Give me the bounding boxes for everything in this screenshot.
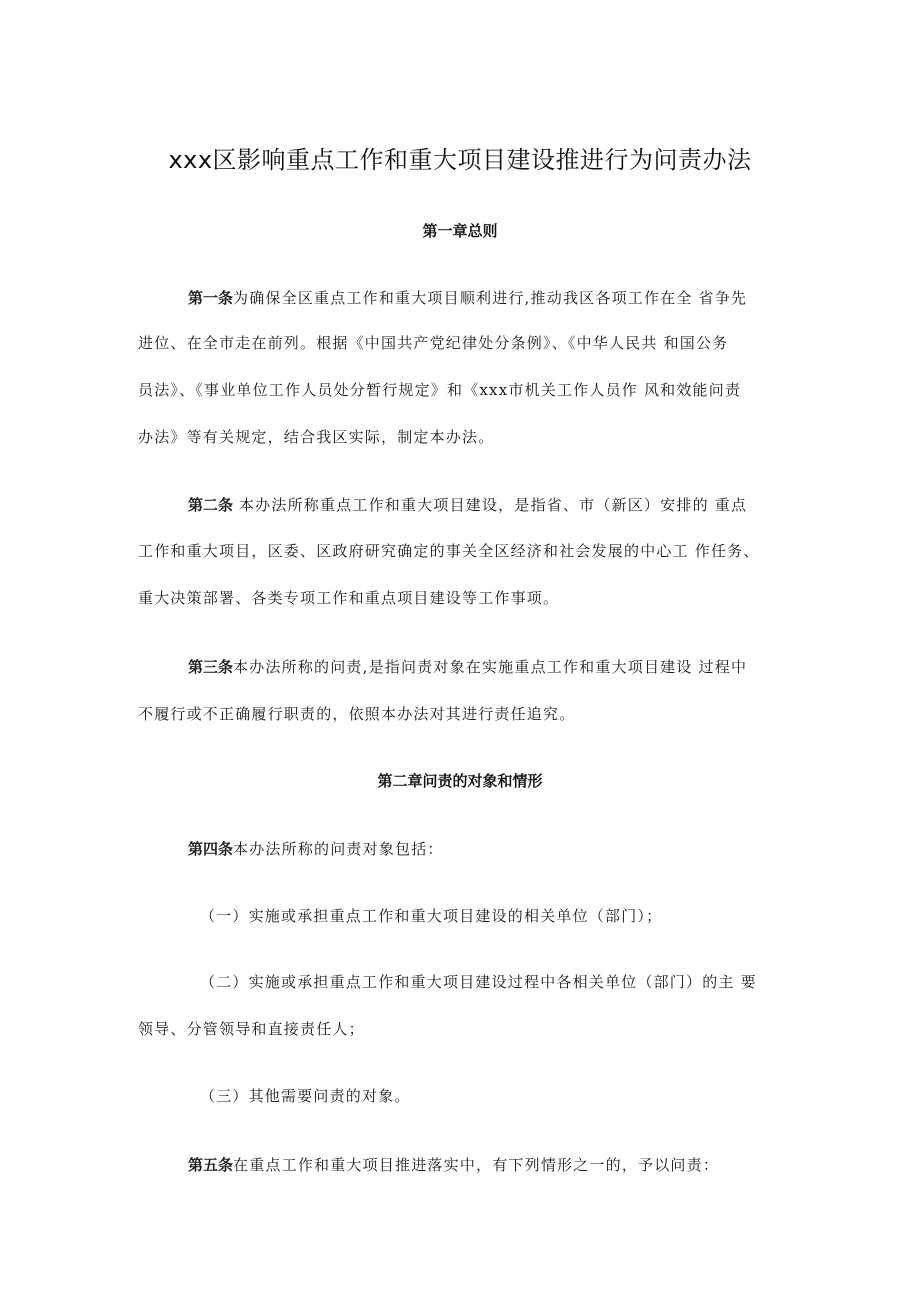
article-2-label: 第二条 [188, 496, 234, 514]
list-item-2-line-2: 领导、分管领导和直接责任人； [138, 1020, 365, 1038]
article-4-line-1: 第四条本办法所称的问责对象包括： [188, 840, 444, 858]
list-item-3: （三）其他需要问责的对象。 [200, 1087, 411, 1105]
article-1-label: 第一条 [188, 289, 234, 307]
article-3-label: 第三条 [188, 658, 234, 676]
article-1-line-4: 办法》等有关规定，结合我区实际，制定本办法。 [138, 428, 495, 446]
article-3-line-2: 不履行或不正确履行职责的，依照本办法对其进行责任追究。 [138, 705, 576, 723]
article-1-line-1: 第一条为确保全区重点工作和重大项目顺利进行,推动我区各项工作在全 省争先 [188, 289, 748, 307]
article-2-line-2: 工作和重大项目，区委、区政府研究确定的事关全区经济和社会发展的中心工 作任务、 [138, 542, 760, 560]
article-2-line-3: 重大决策部署、各类专项工作和重点项目建设等工作事项。 [138, 589, 560, 607]
article-4-label: 第四条 [188, 840, 234, 858]
list-item-2-line-1: （二）实施或承担重点工作和重大项目建设过程中各相关单位（部门）的主 要 [200, 973, 757, 991]
article-3-line-1: 第三条本办法所称的问责,是指问责对象在实施重点工作和重大项目建设 过程中 [188, 658, 748, 676]
document-title: xxx区影响重点工作和重大项目建设推进行为问责办法 [168, 146, 752, 174]
article-5-label: 第五条 [188, 1156, 234, 1174]
article-5-line-1: 第五条在重点工作和重大项目推进落实中，有下列情形之一的，予以问责： [188, 1156, 720, 1174]
list-item-1: （一）实施或承担重点工作和重大项目建设的相关单位（部门）； [200, 907, 663, 925]
article-2-line-1: 第二条 本办法所称重点工作和重大项目建设，是指省、市（新区）安排的 重点 [188, 496, 748, 514]
chapter-heading-1: 第一章总则 [422, 222, 498, 240]
article-1-line-3: 员法》、《事业单位工作人员处分暂行规定》和《xxx市机关工作人员作 风和效能问责 [138, 381, 742, 399]
article-1-line-2: 进位、在全市走在前列。根据《中国共产党纪律处分条例》、《中华人民共 和国公务 [138, 334, 729, 352]
chapter-heading-2: 第二章问责的对象和情形 [377, 772, 543, 790]
